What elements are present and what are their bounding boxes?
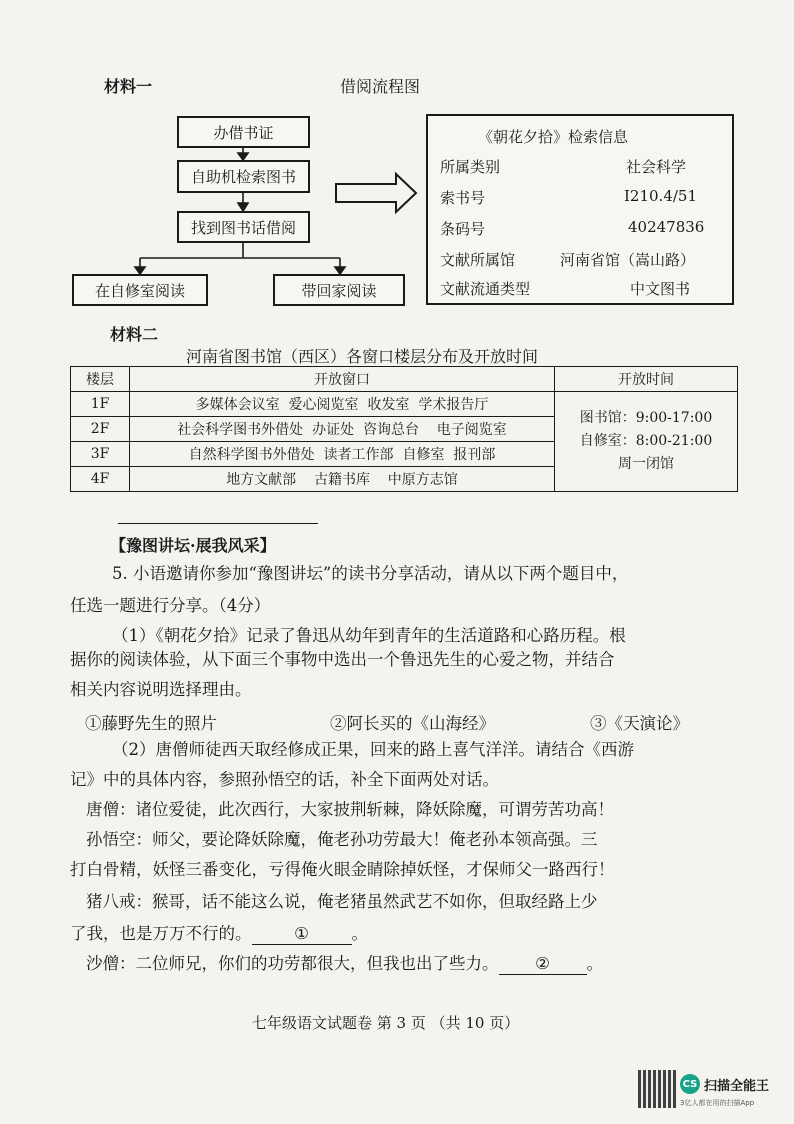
windows-cell: 自然科学图书外借处 读者工作部 自修室 报刊部 bbox=[130, 442, 555, 467]
option-1: ①藤野先生的照片 bbox=[85, 714, 217, 733]
dialogue-tang: 唐僧：诸位爱徒，此次西行，大家披荆斩棘，降妖除魔，可谓劳苦功高！ bbox=[86, 800, 614, 819]
floor-cell: 4F bbox=[71, 467, 130, 492]
camscanner-logo-icon: CS bbox=[680, 1074, 700, 1094]
sub-question-2-line: （2）唐僧师徒西天取经修成正果，回来的路上喜气洋洋。请结合《西游 bbox=[112, 740, 634, 759]
info-value: 社会科学 bbox=[626, 158, 687, 176]
scanner-app-tagline: 3亿人都在用的扫描App bbox=[680, 1099, 755, 1107]
dialogue-sha-answer-line bbox=[86, 954, 603, 975]
header-windows: 开放窗口 bbox=[130, 367, 555, 392]
answer-blank-2: ② bbox=[499, 954, 587, 975]
section-heading: 【豫图讲坛·展我风采】 bbox=[110, 536, 276, 555]
scanner-app-name: 扫描全能王 bbox=[704, 1079, 770, 1094]
header-floor: 楼层 bbox=[71, 367, 130, 392]
end-mark: 。 bbox=[586, 954, 603, 973]
dialogue-zhu-text: 了我，也是万万不行的。 bbox=[70, 924, 252, 943]
floor-cell: 2F bbox=[71, 417, 130, 442]
dialogue-zhu-answer-line bbox=[70, 924, 368, 945]
flow-branch-take-home: 带回家阅读 bbox=[273, 274, 405, 306]
hours-library: 图书馆：9:00-17:00 bbox=[579, 410, 713, 426]
option-3: ③《天演论》 bbox=[590, 714, 689, 733]
catalog-info-title: 《朝花夕拾》检索信息 bbox=[478, 128, 629, 146]
info-key: 所属类别 bbox=[440, 158, 501, 176]
end-mark: 。 bbox=[351, 924, 368, 943]
hours-cell bbox=[555, 392, 738, 492]
material1-label: 材料一 bbox=[104, 77, 153, 96]
dialogue-sun: 孙悟空：师父，要论降妖除魔，俺老孙功劳最大！俺老孙本领高强。三 bbox=[86, 830, 598, 849]
material2-label: 材料二 bbox=[110, 325, 159, 344]
sub-question-2-line: 记》中的具体内容，参照孙悟空的话，补全下面两处对话。 bbox=[70, 770, 499, 789]
flowchart-title: 借阅流程图 bbox=[340, 77, 421, 96]
table-row bbox=[71, 392, 738, 417]
info-key: 文献流通类型 bbox=[440, 280, 531, 298]
info-value: I210.4/51 bbox=[624, 187, 698, 205]
sub-question-1-line: 相关内容说明选择理由。 bbox=[70, 680, 252, 699]
info-value: 40247836 bbox=[628, 218, 705, 236]
table-title: 河南省图书馆（西区）各窗口楼层分布及开放时间 bbox=[186, 347, 539, 366]
question-5-line: 任选一题进行分享。（4分） bbox=[70, 596, 271, 615]
page-footer: 七年级语文试题卷 第 3 页 （共 10 页） bbox=[252, 1014, 520, 1032]
hours-study-room: 自修室：8:00-21:00 bbox=[579, 433, 713, 449]
header-hours: 开放时间 bbox=[555, 367, 738, 392]
dialogue-sha-text: 沙僧：二位师兄，你们的功劳都很大，但我也出了些力。 bbox=[86, 954, 499, 973]
answer-blank-1: ① bbox=[252, 924, 352, 945]
info-key: 文献所属馆 bbox=[440, 251, 516, 269]
flow-step-2: 自助机检索图书 bbox=[177, 160, 310, 193]
sub-question-1-line: 据你的阅读体验，从下面三个事物中选出一个鲁迅先生的心爱之物，并结合 bbox=[70, 650, 615, 669]
right-arrow-icon bbox=[336, 174, 416, 212]
section-rule bbox=[118, 523, 318, 524]
dialogue-sun: 打白骨精，妖怪三番变化，亏得俺火眼金睛除掉妖怪，才保师父一路西行！ bbox=[70, 860, 615, 879]
windows-cell: 多媒体会议室 爱心阅览室 收发室 学术报告厅 bbox=[130, 392, 555, 417]
windows-cell: 社会科学图书外借处 办证处 咨询总台 电子阅览室 bbox=[130, 417, 555, 442]
flow-step-3: 找到图书话借阅 bbox=[177, 211, 310, 243]
hours-closed: 周一闭馆 bbox=[618, 456, 674, 472]
info-key: 索书号 bbox=[440, 189, 486, 207]
info-value: 中文图书 bbox=[630, 280, 691, 298]
question-5-line: 5. 小语邀请你参加“豫图讲坛”的读书分享活动，请从以下两个题目中， bbox=[112, 564, 629, 583]
info-key: 条码号 bbox=[440, 220, 486, 238]
floor-cell: 3F bbox=[71, 442, 130, 467]
option-2: ②阿长买的《山海经》 bbox=[330, 714, 495, 733]
floor-cell: 1F bbox=[71, 392, 130, 417]
flow-step-1: 办借书证 bbox=[177, 116, 310, 148]
qr-code-icon bbox=[638, 1070, 676, 1108]
sub-question-1-line: （1）《朝花夕拾》记录了鲁迅从幼年到青年的生活道路和心路历程。根 bbox=[112, 626, 626, 645]
floor-windows-table bbox=[70, 366, 738, 492]
flow-branch-study-room: 在自修室阅读 bbox=[72, 274, 208, 306]
windows-cell: 地方文献部 古籍书库 中原方志馆 bbox=[130, 467, 555, 492]
info-value: 河南省馆（嵩山路） bbox=[560, 251, 696, 269]
dialogue-zhu: 猪八戒：猴哥，话不能这么说，俺老猪虽然武艺不如你，但取经路上少 bbox=[86, 892, 598, 911]
